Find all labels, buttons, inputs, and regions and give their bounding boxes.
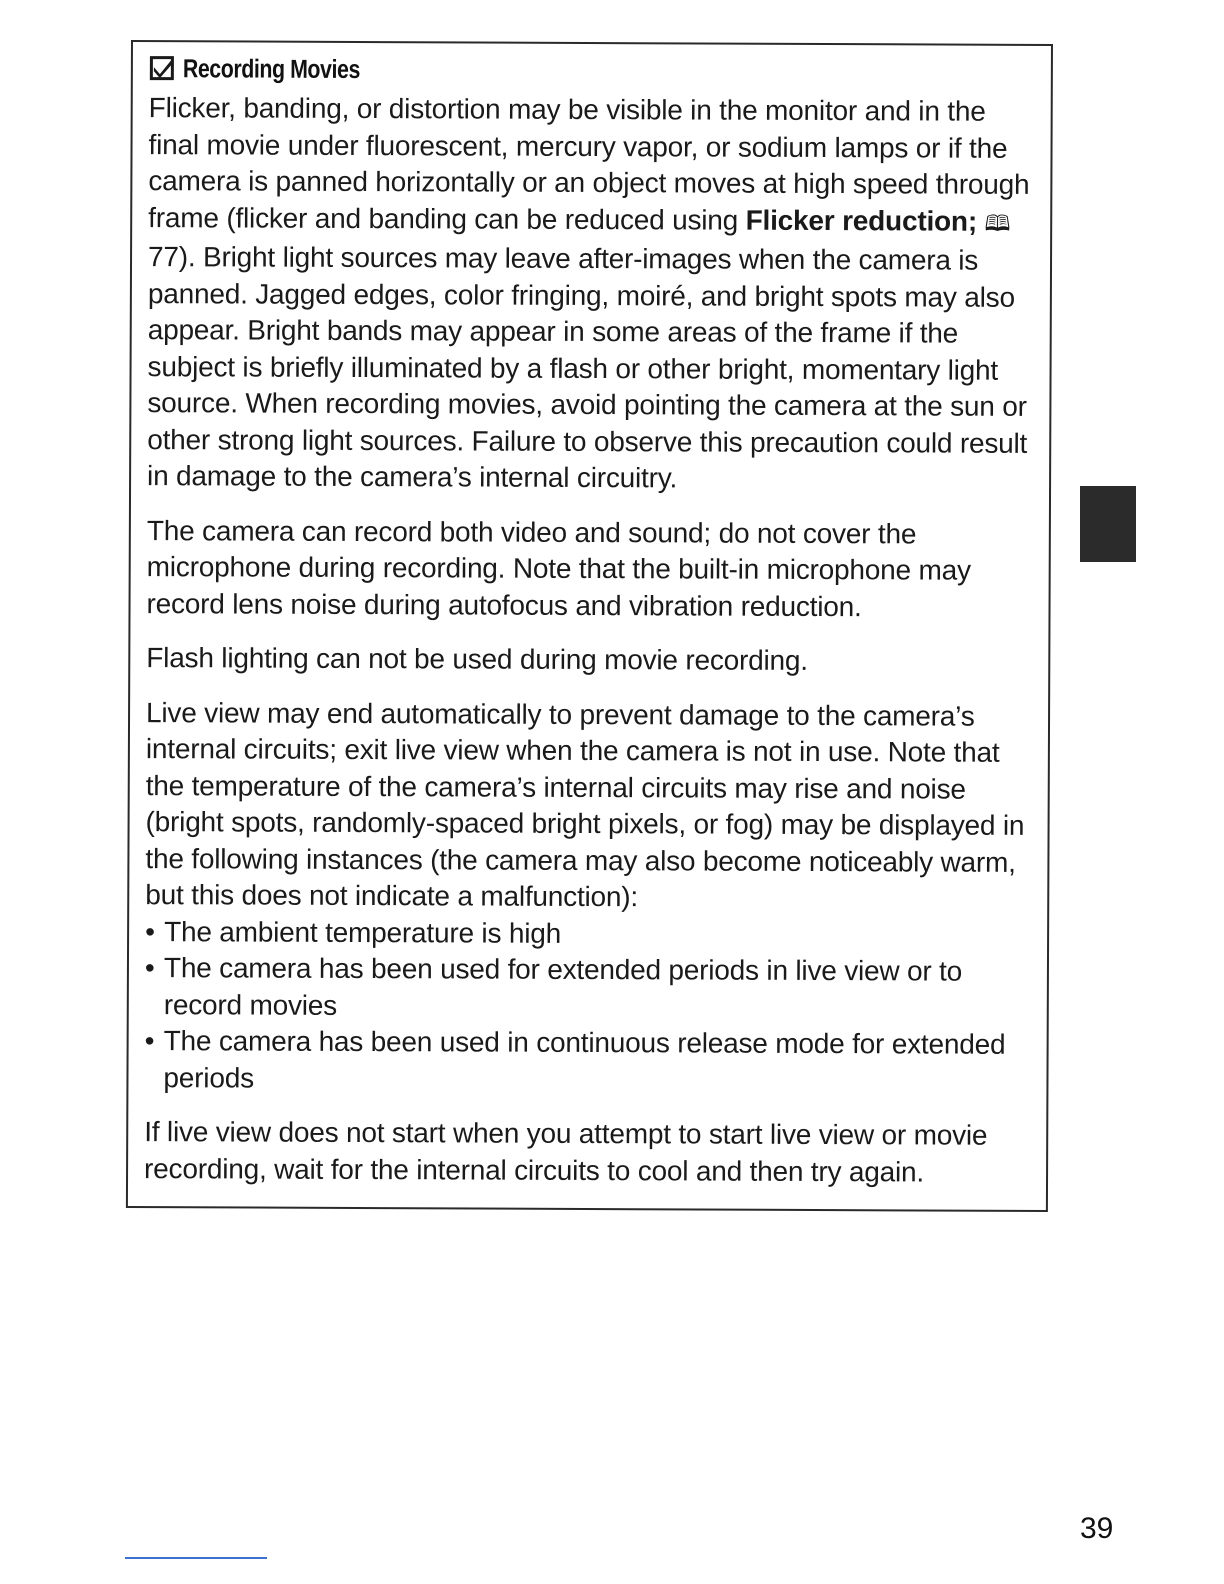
- paragraph-microphone: The camera can record both video and sound; do not cover the microphone during recording. Note that the built-in microphone may record lens noise during autofocus and vibration reduction.: [146, 514, 971, 622]
- paragraph-restart: If live view does not start when you attempt to start live view or movie recording, wait for the internal circuits to cool and then try again.: [144, 1116, 988, 1187]
- page-number: 39: [1080, 1512, 1114, 1545]
- temperature-instances-list: [144, 914, 1033, 1100]
- list-item: • The camera has been used for extended periods in live view or to record movies: [145, 950, 1033, 1027]
- flicker-text-continued: ). Bright light sources may leave after-images when the camera is panned. Jagged edges, color fringing, moiré, and bright spots may also appear. Bright bands may appear in some areas of the frame if the subject is briefly illuminated by a flash or other bright, momentary light source. When recording movies, avoid pointing the camera at the sun or other strong light sources. Failure to observe this precaution could result in damage to the camera’s internal circuitry.: [147, 241, 1028, 494]
- flicker-reduction-term: Flicker reduction: [745, 204, 968, 237]
- list-item: • The ambient temperature is high: [145, 914, 1033, 954]
- paragraph-live-view: Live view may end automatically to prevent damage to the camera’s internal circuits; exit live view when the camera is not in use. Note that the temperature of the camera’s internal circuits may rise and noise (bright spots, randomly-spaced bright pixels, or fog) may be displayed in the following instances (the camera may also become noticeably warm, but this does not indicate a malfunction):: [145, 696, 1025, 913]
- recording-movies-note: [126, 40, 1053, 1212]
- flicker-text: Flicker, banding, or distortion may be visible in the monitor and in the final movie under fluorescent, mercury vapor, or sodium lamps or if the camera is panned horizontally or an object moves at high speed through frame (flicker and banding can be reduced using: [148, 92, 1030, 236]
- footer-rule: [125, 1557, 267, 1559]
- list-item: • The camera has been used in continuous release mode for extended periods: [144, 1023, 1032, 1100]
- paragraph-flash: Flash lighting can not be used during movie recording.: [146, 642, 808, 676]
- paragraph-flicker: [147, 90, 1037, 498]
- note-title: Recording Movies: [182, 52, 361, 84]
- reference-page: 77: [147, 241, 179, 273]
- chapter-tab-marker: [1080, 486, 1136, 562]
- book-reference-icon: 🕮: [984, 211, 1011, 237]
- note-header: [149, 48, 1037, 92]
- caution-checkmark-icon: [149, 55, 175, 81]
- flicker-semicolon: ;: [967, 205, 978, 237]
